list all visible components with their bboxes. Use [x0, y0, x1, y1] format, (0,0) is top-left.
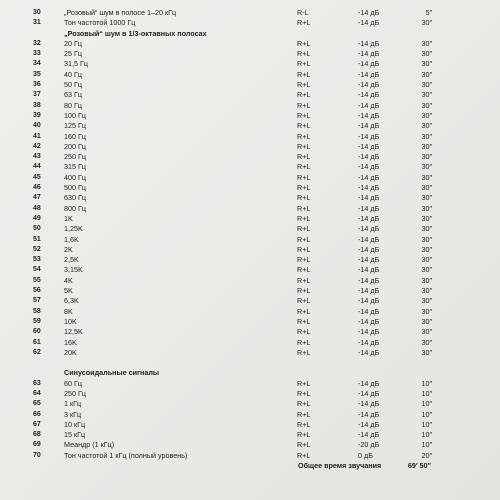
level: -14 дБ	[358, 141, 380, 151]
channel: R+L	[297, 49, 311, 59]
channel: R+L	[297, 121, 311, 131]
channel: R+L	[297, 59, 311, 69]
duration: 30″	[421, 337, 432, 347]
level: -14 дБ	[358, 224, 380, 234]
track-number: 36	[33, 81, 41, 89]
duration: 20″	[421, 450, 432, 460]
channel: R+L	[297, 69, 311, 79]
channel: R+L	[297, 152, 311, 162]
track-number: 51	[33, 235, 41, 243]
track-name: 25 Гц	[64, 49, 83, 59]
track-number: 33	[33, 50, 41, 58]
channel: R+L	[297, 347, 311, 357]
duration: 5″	[425, 8, 432, 17]
track-number: 42	[33, 142, 41, 150]
track-name: Тон частотой 1 кГц (полный уровень)	[64, 450, 188, 460]
track-number: 60	[33, 328, 41, 336]
level: -14 дБ	[358, 347, 380, 357]
track-number: 48	[33, 204, 41, 212]
channel: R-L	[297, 8, 309, 17]
level: -14 дБ	[358, 337, 380, 347]
track-row	[0, 70, 500, 80]
track-number: 70	[33, 451, 41, 459]
channel: R+L	[297, 399, 311, 409]
track-number: 63	[33, 379, 41, 387]
duration: 30″	[421, 152, 432, 162]
channel: R+L	[297, 430, 311, 440]
channel: R+L	[297, 203, 311, 213]
track-number: 56	[33, 287, 41, 295]
track-row	[0, 286, 500, 296]
channel: R+L	[297, 286, 311, 296]
track-row	[0, 142, 500, 152]
level: -14 дБ	[358, 172, 380, 182]
section-heading-row	[0, 368, 500, 378]
track-name: 15 кГц	[64, 430, 86, 440]
channel: R+L	[297, 306, 311, 316]
track-name: 10K	[64, 316, 77, 326]
track-number: 41	[33, 132, 41, 140]
level: -14 дБ	[358, 409, 380, 419]
track-row	[0, 90, 500, 100]
level: -14 дБ	[358, 378, 380, 388]
track-row	[0, 348, 500, 358]
track-name: 8K	[64, 306, 73, 316]
level: -14 дБ	[358, 49, 380, 59]
channel: R+L	[297, 80, 311, 90]
track-row	[0, 204, 500, 214]
level: -14 дБ	[358, 110, 380, 120]
track-number: 66	[33, 410, 41, 418]
duration: 30″	[421, 162, 432, 172]
duration: 30″	[421, 49, 432, 59]
level: -14 дБ	[358, 193, 380, 203]
level: -14 дБ	[358, 131, 380, 141]
track-name: Синусоидальные сигналы	[64, 368, 160, 378]
row-spacer	[0, 358, 500, 368]
channel: R+L	[297, 193, 311, 203]
track-name: 500 Гц	[64, 183, 86, 193]
track-number: 44	[33, 163, 41, 171]
duration: 30″	[421, 59, 432, 69]
track-row	[0, 224, 500, 234]
track-number: 59	[33, 317, 41, 325]
duration: 30″	[421, 172, 432, 182]
track-name: 40 Гц	[64, 69, 83, 79]
duration: 30″	[421, 275, 432, 285]
channel: R+L	[297, 265, 311, 275]
track-number: 55	[33, 276, 41, 284]
track-name: 800 Гц	[64, 203, 86, 213]
duration: 30″	[421, 193, 432, 203]
track-number: 69	[33, 441, 41, 449]
level: -14 дБ	[358, 162, 380, 172]
channel: R+L	[297, 234, 311, 244]
track-row	[0, 440, 500, 450]
channel: R+L	[297, 141, 311, 151]
level: -14 дБ	[358, 69, 380, 79]
track-row	[0, 451, 500, 461]
level: -14 дБ	[358, 59, 380, 69]
track-name: 315 Гц	[64, 162, 86, 172]
track-name: 200 Гц	[64, 141, 86, 151]
track-name: 5K	[64, 286, 73, 296]
level: -14 дБ	[358, 234, 380, 244]
channel: R+L	[297, 100, 311, 110]
track-row	[0, 193, 500, 203]
channel: R+L	[297, 90, 311, 100]
track-name: 60 Гц	[64, 378, 83, 388]
channel: R+L	[297, 172, 311, 182]
track-number: 53	[33, 256, 41, 264]
track-name: 31,5 Гц	[64, 59, 88, 69]
track-name: 20K	[64, 347, 77, 357]
track-name: 1 кГц	[64, 399, 82, 409]
channel: R+L	[297, 38, 311, 48]
track-number: 62	[33, 348, 41, 356]
duration: 30″	[421, 183, 432, 193]
level: -20 дБ	[358, 440, 380, 450]
track-name: „Розовый“ шум в 1/3-октавных полосах	[64, 28, 207, 38]
duration: 30″	[421, 141, 432, 151]
channel: R+L	[297, 162, 311, 172]
track-number: 37	[33, 91, 41, 99]
channel: R+L	[297, 110, 311, 120]
track-number: 54	[33, 266, 41, 274]
duration: 30″	[421, 69, 432, 79]
duration: 30″	[421, 224, 432, 234]
level: -14 дБ	[358, 316, 380, 326]
duration: 10″	[421, 388, 432, 398]
duration: 30″	[421, 90, 432, 100]
track-number: 43	[33, 153, 41, 161]
duration: 30″	[421, 131, 432, 141]
track-name: 16K	[64, 337, 77, 347]
duration: 10″	[421, 378, 432, 388]
channel: R+L	[297, 388, 311, 398]
duration: 30″	[421, 265, 432, 275]
track-row	[0, 379, 500, 389]
track-name: 80 Гц	[64, 100, 83, 110]
track-row	[0, 162, 500, 172]
duration: 30″	[421, 203, 432, 213]
track-name: 3 кГц	[64, 409, 82, 419]
level: -14 дБ	[358, 388, 380, 398]
track-row	[0, 296, 500, 306]
track-number: 46	[33, 184, 41, 192]
channel: R+L	[297, 450, 311, 460]
total-label: Общее время звучания	[298, 461, 382, 471]
track-number: 39	[33, 111, 41, 119]
duration: 30″	[421, 306, 432, 316]
level: -14 дБ	[358, 121, 380, 131]
track-number: 31	[33, 19, 41, 27]
track-name: 1,25K	[64, 224, 83, 234]
track-number: 32	[33, 39, 41, 47]
track-row	[0, 80, 500, 90]
channel: R+L	[297, 378, 311, 388]
level: -14 дБ	[358, 80, 380, 90]
level: -14 дБ	[358, 275, 380, 285]
track-number: 34	[33, 60, 41, 68]
track-row	[0, 399, 500, 409]
track-row	[0, 410, 500, 420]
track-number: 45	[33, 173, 41, 181]
track-row	[0, 39, 500, 49]
track-row	[0, 307, 500, 317]
track-row	[0, 255, 500, 265]
channel: R+L	[297, 327, 311, 337]
level: -14 дБ	[358, 286, 380, 296]
track-name: 160 Гц	[64, 131, 86, 141]
track-number: 47	[33, 194, 41, 202]
channel: R+L	[297, 255, 311, 265]
track-row	[0, 327, 500, 337]
total-row	[0, 461, 500, 471]
track-number: 52	[33, 245, 41, 253]
track-name: Меандр (1 кГц)	[64, 440, 115, 450]
section-heading-row	[0, 29, 500, 39]
track-row	[0, 8, 500, 18]
track-name: 125 Гц	[64, 121, 86, 131]
track-number: 50	[33, 225, 41, 233]
track-row	[0, 59, 500, 69]
level: -14 дБ	[358, 399, 380, 409]
track-row	[0, 101, 500, 111]
channel: R+L	[297, 244, 311, 254]
duration: 30″	[421, 38, 432, 48]
duration: 30″	[421, 244, 432, 254]
level: -14 дБ	[358, 90, 380, 100]
track-row	[0, 276, 500, 286]
duration: 10″	[421, 399, 432, 409]
track-name: 6,3K	[64, 296, 79, 306]
track-name: 10 кГц	[64, 419, 86, 429]
channel: R+L	[297, 296, 311, 306]
track-row	[0, 49, 500, 59]
track-row	[0, 265, 500, 275]
channel: R+L	[297, 409, 311, 419]
duration: 10″	[421, 409, 432, 419]
track-name: 250 Гц	[64, 388, 86, 398]
track-name: 4K	[64, 275, 73, 285]
level: -14 дБ	[358, 430, 380, 440]
level: -14 дБ	[358, 244, 380, 254]
channel: R+L	[297, 440, 311, 450]
duration: 30″	[421, 110, 432, 120]
track-row	[0, 18, 500, 28]
duration: 30″	[421, 286, 432, 296]
duration: 30″	[421, 121, 432, 131]
track-name: 100 Гц	[64, 110, 86, 120]
total-value: 69′ 50″	[407, 461, 431, 471]
track-name: 3,15K	[64, 265, 83, 275]
channel: R+L	[297, 18, 311, 28]
track-number: 30	[33, 9, 41, 16]
duration: 10″	[421, 419, 432, 429]
track-name: 250 Гц	[64, 152, 86, 162]
track-name: 1,6K	[64, 234, 79, 244]
track-name: Тон частотой 1000 Гц	[64, 18, 136, 28]
channel: R+L	[297, 224, 311, 234]
duration: 30″	[421, 100, 432, 110]
level: -14 дБ	[358, 213, 380, 223]
track-row	[0, 245, 500, 255]
track-number: 64	[33, 389, 41, 397]
track-name: 400 Гц	[64, 172, 86, 182]
duration: 10″	[421, 430, 432, 440]
track-number: 68	[33, 431, 41, 439]
duration: 30″	[421, 327, 432, 337]
track-row	[0, 183, 500, 193]
channel: R+L	[297, 275, 311, 285]
channel: R+L	[297, 337, 311, 347]
track-list	[0, 8, 500, 471]
track-name: 630 Гц	[64, 193, 86, 203]
track-number: 67	[33, 420, 41, 428]
track-number: 58	[33, 307, 41, 315]
track-row	[0, 214, 500, 224]
track-number: 61	[33, 338, 41, 346]
level: -14 дБ	[358, 152, 380, 162]
track-row	[0, 420, 500, 430]
track-name: 50 Гц	[64, 80, 83, 90]
track-name: 63 Гц	[64, 90, 83, 100]
track-row	[0, 389, 500, 399]
level: -14 дБ	[358, 255, 380, 265]
duration: 30″	[421, 316, 432, 326]
level: -14 дБ	[358, 100, 380, 110]
track-number: 38	[33, 101, 41, 109]
level: -14 дБ	[358, 203, 380, 213]
duration: 30″	[421, 347, 432, 357]
track-name: 1K	[64, 213, 73, 223]
channel: R+L	[297, 419, 311, 429]
channel: R+L	[297, 316, 311, 326]
track-row	[0, 121, 500, 131]
track-number: 35	[33, 70, 41, 78]
level: -14 дБ	[358, 327, 380, 337]
track-number: 57	[33, 297, 41, 305]
track-name: 12,5K	[64, 327, 83, 337]
channel: R+L	[297, 183, 311, 193]
level: -14 дБ	[358, 419, 380, 429]
track-row	[0, 235, 500, 245]
duration: 30″	[421, 213, 432, 223]
track-row	[0, 173, 500, 183]
level: -14 дБ	[358, 296, 380, 306]
level: -14 дБ	[358, 306, 380, 316]
level: 0 дБ	[358, 450, 373, 460]
channel: R+L	[297, 213, 311, 223]
track-row	[0, 111, 500, 121]
track-row	[0, 132, 500, 142]
level: -14 дБ	[358, 18, 380, 28]
track-number: 65	[33, 400, 41, 408]
track-number: 49	[33, 214, 41, 222]
duration: 30″	[421, 296, 432, 306]
track-row	[0, 430, 500, 440]
channel: R+L	[297, 131, 311, 141]
level: -14 дБ	[358, 8, 380, 17]
duration: 10″	[421, 440, 432, 450]
duration: 30″	[421, 234, 432, 244]
track-row	[0, 317, 500, 327]
duration: 30″	[421, 80, 432, 90]
duration: 30″	[421, 18, 432, 28]
track-name: 20 Гц	[64, 38, 83, 48]
track-name: 2K	[64, 244, 73, 254]
level: -14 дБ	[358, 183, 380, 193]
track-name: „Розовый“ шум в полосе 1–20 кГц	[64, 8, 177, 17]
track-name: 2,5K	[64, 255, 79, 265]
level: -14 дБ	[358, 38, 380, 48]
track-row	[0, 338, 500, 348]
duration: 30″	[421, 255, 432, 265]
track-row	[0, 152, 500, 162]
track-number: 40	[33, 122, 41, 130]
level: -14 дБ	[358, 265, 380, 275]
